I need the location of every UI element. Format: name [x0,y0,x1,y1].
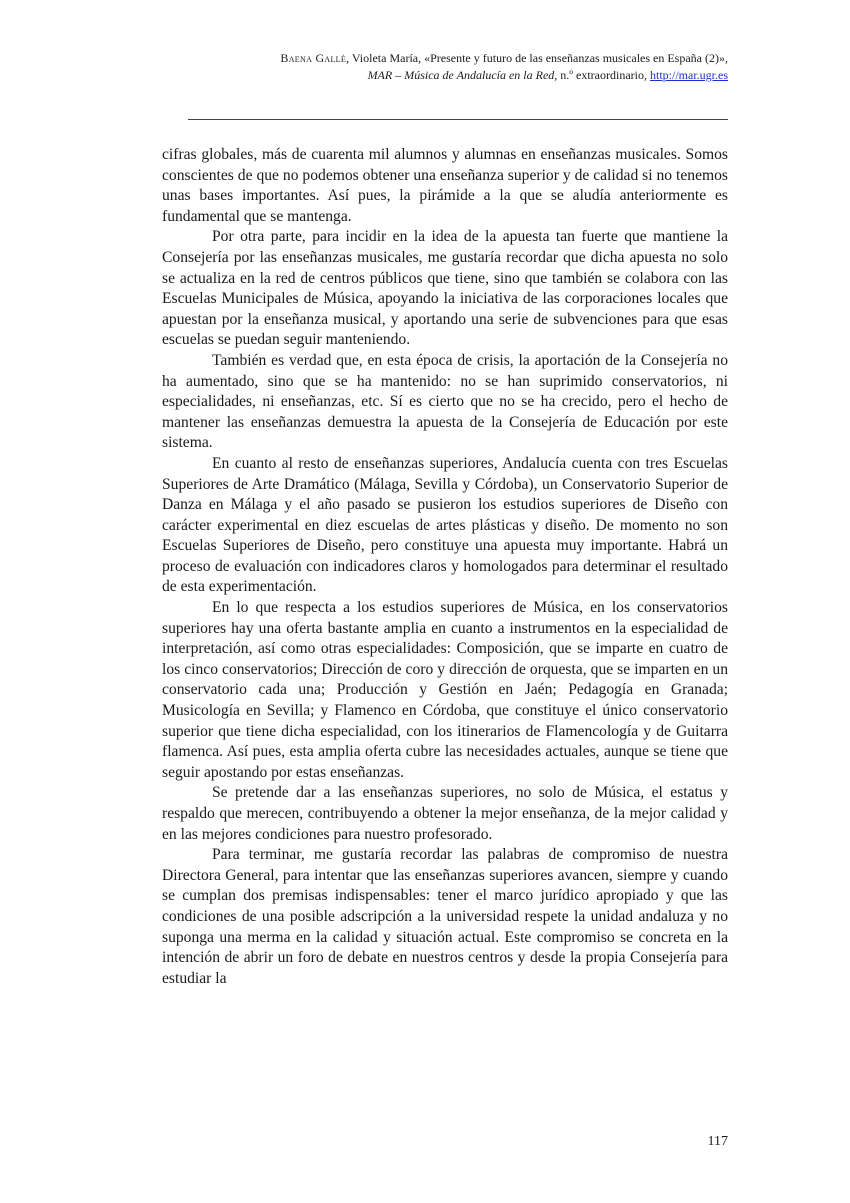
paragraph: Para terminar, me gustaría recordar las palabras de compromiso de nuestra Directora General, para intentar que las enseñanzas superiores avancen, siempre y cuando se cumplan dos premisas indispensables: tener el marco jurídico apropiado y que las condiciones de una posible adscripción a la universidad respete la unidad andaluza y no suponga una merma en la calidad y situación actual. Este compromiso se concreta en la intención de abrir un foro de debate en nuestros centros y desde la propia Consejería para estudiar la [162,846,728,987]
header-citation-line [150,50,728,67]
header-journal: MAR – Música de Andalucía en la Red, [367,68,558,82]
running-header [150,50,728,84]
page-number: 117 [707,1134,728,1149]
header-journal-line [150,67,728,84]
paragraph: cifras globales, más de cuarenta mil alumnos y alumnas en enseñanzas musicales. Somos conscientes de que no podemos obtener una enseñanza superior y de calidad si no tenemos unas bases importantes. Así pues, la pirámide a la que se aludía anteriormente es fundamental que se mantenga. [162,146,728,225]
header-issue: n.º extraordinario, [557,68,650,82]
paragraph: Por otra parte, para incidir en la idea de la apuesta tan fuerte que mantiene la Consejería por las enseñanzas musicales, me gustaría recordar que dicha apuesta no solo se actualiza en la red de centros públicos que tiene, sino que también se colabora con las Escuelas Municipales de Música, apoyando la iniciativa de las corporaciones locales que apuestan por la enseñanza musical, y aportando una serie de subvenciones para que esas escuelas se puedan seguir manteniendo. [162,228,728,349]
header-link[interactable]: http://mar.ugr.es [650,68,728,82]
article-body [162,145,728,989]
header-citation-text: , Violeta María, «Presente y futuro de las enseñanzas musicales en España (2)», [346,51,728,65]
paragraph: También es verdad que, en esta época de crisis, la aportación de la Consejería no ha aumentado, sino que se ha mantenido: no se han suprimido conservatorios, ni especialidades, ni enseñanzas, etc. Sí es cierto que no se ha crecido, pero el hecho de mantener las enseñanzas demuestra la apuesta de la Consejería de Educación por este sistema. [162,351,728,452]
header-author: Baena Gallé [280,51,347,65]
header-rule [188,119,728,120]
paragraph: En cuanto al resto de enseñanzas superiores, Andalucía cuenta con tres Escuelas Superiores de Arte Dramático (Málaga, Sevilla y Córdoba), un Conservatorio Superior de Danza en Málaga y el año pasado se pusieron los estudios superiores de Diseño con carácter experimental en diez escuelas de artes plásticas y diseño. De momento no son Escuelas Superiores de Diseño, pero constituye una apuesta muy importante. Habrá un proceso de evaluación con indicadores claros y homologados para determinar el resultado de esta experimentación. [162,454,728,596]
paragraph: En lo que respecta a los estudios superiores de Música, en los conservatorios superiores hay una oferta bastante amplia en cuanto a instrumentos en la especialidad de interpretación, así como otras especialidades: Composición, que se imparte en cuatro de los cinco conservatorios; Dirección de coro y dirección de orquesta, que se imparten en un conservatorio cada una; Producción y Gestión en Jaén; Pedagogía en Granada; Musicología en Sevilla; y Flamenco en Córdoba, que constituye el único conservatorio superior que tiene dicha especialidad, con los itinerarios de Flamencología y de Guitarra flamenca. Así pues, esta amplia oferta cubre las necesidades actuales, aunque se tiene que seguir apostando por estas enseñanzas. [162,599,728,781]
paragraph: Se pretende dar a las enseñanzas superiores, no solo de Música, el estatus y respaldo que merecen, contribuyendo a obtener la mejor enseñanza, de la mejor calidad y en las mejores condiciones para nuestro profesorado. [162,784,728,843]
